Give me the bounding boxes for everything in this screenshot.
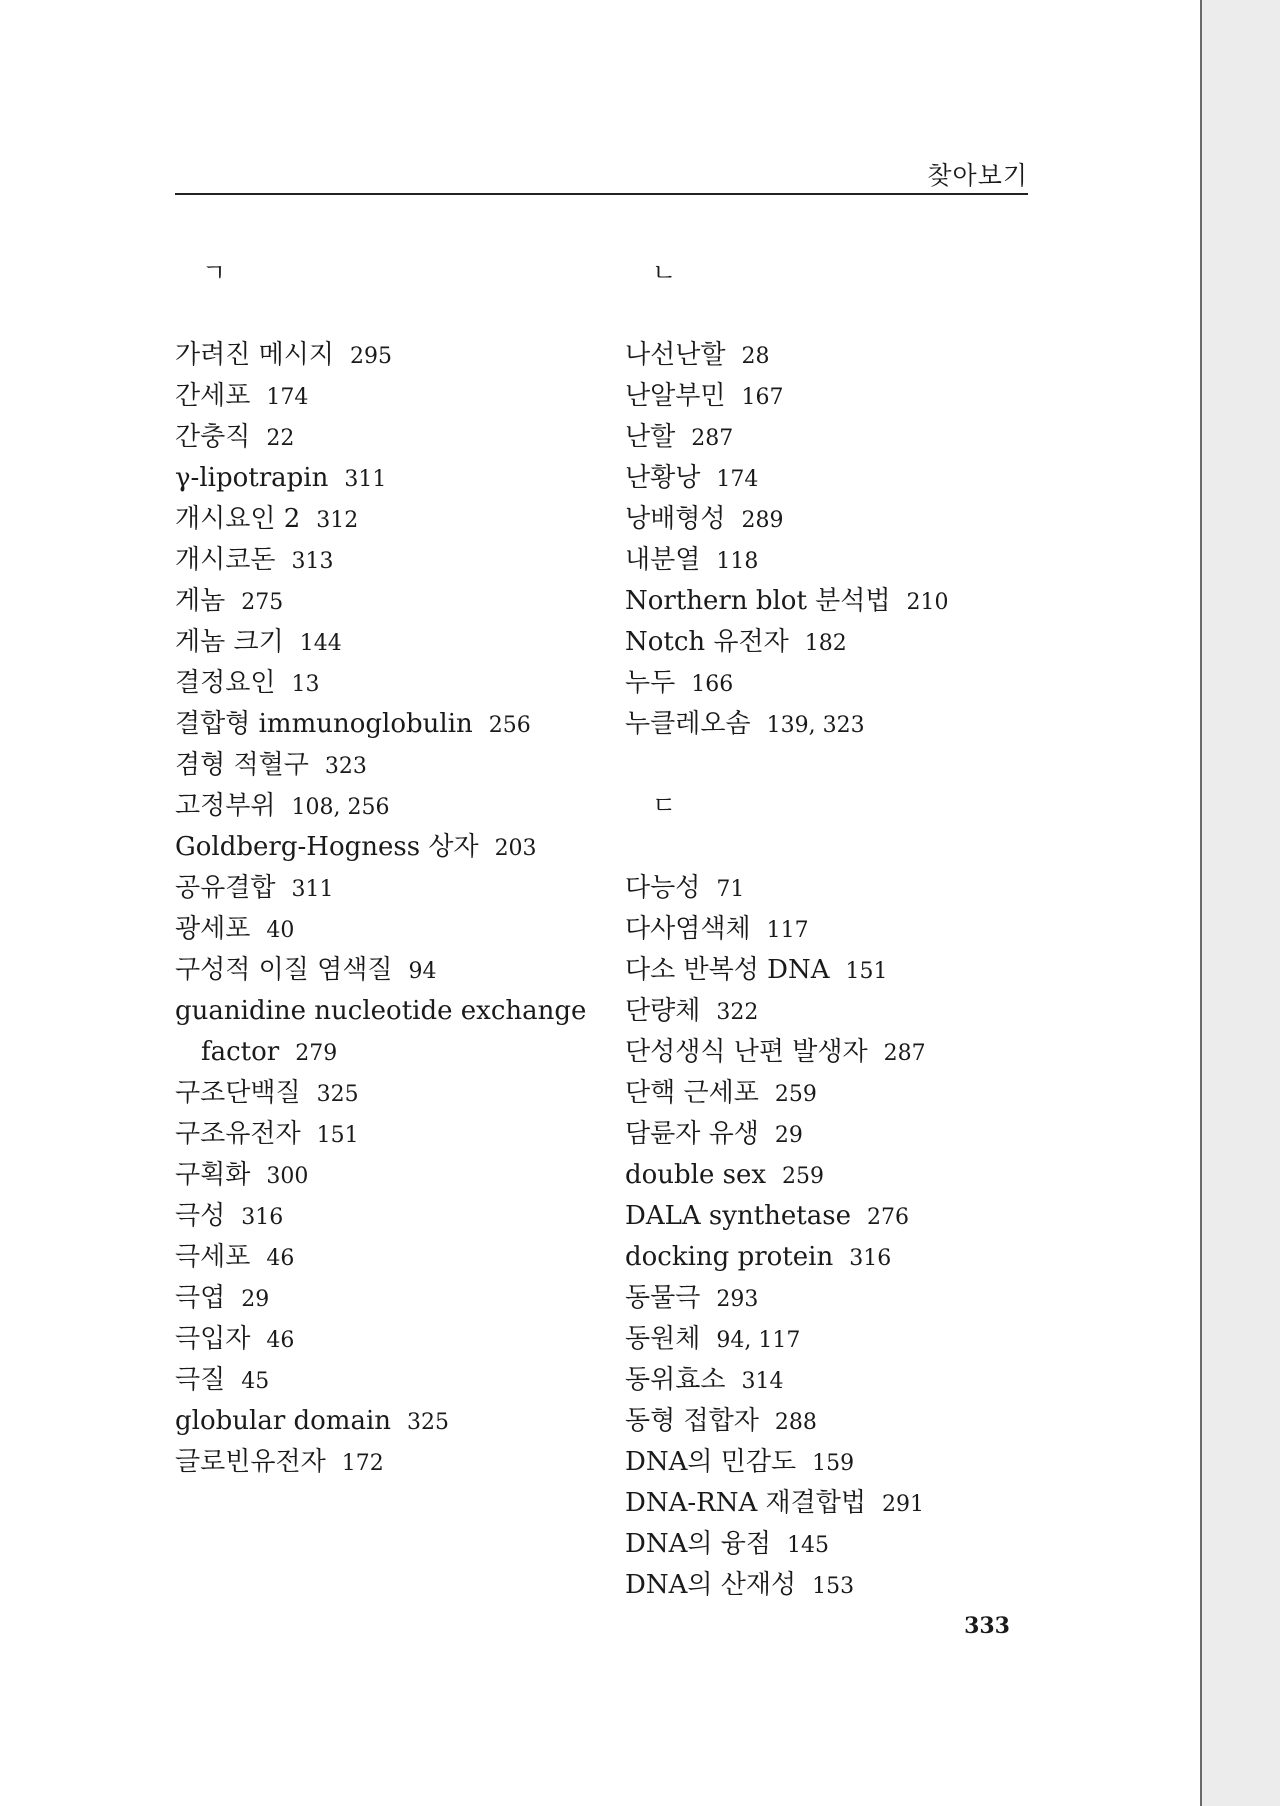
index-entry — [625, 1442, 1045, 1483]
index-entry — [625, 458, 1045, 499]
index-entry — [625, 1032, 1045, 1073]
index-entry — [625, 1401, 1045, 1442]
index-entry — [625, 417, 1045, 458]
index-term: DNA의 산재성 — [625, 1570, 797, 1600]
index-page-ref: 166 — [691, 672, 734, 697]
index-page-ref: 46 — [266, 1328, 295, 1353]
index-term: 구성적 이질 염색질 — [175, 955, 393, 985]
index-page-ref: 295 — [349, 344, 392, 369]
index-entry — [175, 1401, 595, 1442]
index-entry — [175, 868, 595, 909]
index-entry — [625, 1237, 1045, 1278]
index-term: 난알부민 — [625, 381, 726, 411]
index-page-ref: 182 — [804, 631, 847, 656]
index-page-ref: 256 — [488, 713, 531, 738]
index-term: 담륜자 유생 — [625, 1119, 759, 1149]
index-entry — [625, 991, 1045, 1032]
header-rule — [175, 193, 1028, 195]
index-page-ref: 287 — [883, 1041, 926, 1066]
section-heading: ㄱ — [202, 258, 227, 287]
index-term: 구조단백질 — [175, 1078, 301, 1108]
index-entry — [625, 1196, 1045, 1237]
section-heading: ㄴ — [652, 258, 677, 287]
index-page-ref: 316 — [241, 1205, 284, 1230]
index-entry — [625, 1155, 1045, 1196]
index-page-ref: 314 — [741, 1369, 784, 1394]
index-entry — [175, 458, 595, 499]
index-page-ref: 174 — [266, 385, 309, 410]
index-entry — [625, 1114, 1045, 1155]
index-entry — [625, 868, 1045, 909]
index-page-ref: 311 — [291, 877, 334, 902]
index-page-ref: 300 — [266, 1164, 309, 1189]
index-entry — [175, 745, 595, 786]
index-page-ref: 94 — [408, 959, 437, 984]
index-entry — [625, 1483, 1045, 1524]
index-entry — [625, 1278, 1045, 1319]
index-page-ref: 118 — [716, 549, 759, 574]
index-entry — [625, 581, 1045, 622]
index-entry — [625, 1360, 1045, 1401]
index-term: 다사염색체 — [625, 914, 751, 944]
index-term: 나선난할 — [625, 340, 726, 370]
index-page-ref: 151 — [845, 959, 888, 984]
index-page-ref: 316 — [849, 1246, 892, 1271]
index-entry — [175, 1237, 595, 1278]
index-term: 극질 — [175, 1365, 226, 1395]
index-page-ref: 291 — [882, 1492, 924, 1517]
index-term: guanidine nucleotide exchange — [175, 996, 587, 1026]
index-entry — [625, 1524, 1045, 1565]
index-page-ref: 293 — [716, 1287, 759, 1312]
index-entry — [175, 991, 595, 1032]
index-page-ref: 313 — [291, 549, 334, 574]
index-entry — [625, 950, 1045, 991]
index-term: 동원체 — [625, 1324, 701, 1354]
index-entry — [625, 663, 1045, 704]
index-page-ref: 259 — [774, 1082, 817, 1107]
index-page-ref: 288 — [774, 1410, 817, 1435]
index-term: 동위효소 — [625, 1365, 726, 1395]
index-term: 개시코돈 — [175, 545, 276, 575]
index-page-ref: 71 — [716, 877, 745, 902]
index-column-right — [625, 253, 1045, 1606]
index-page-ref: 13 — [291, 672, 320, 697]
index-page-ref: 275 — [241, 590, 284, 615]
index-term: Goldberg-Hogness 상자 — [175, 832, 479, 862]
index-term: 극엽 — [175, 1283, 226, 1313]
index-page-ref: 210 — [906, 590, 949, 615]
index-entry — [175, 622, 595, 663]
index-term: 다능성 — [625, 873, 701, 903]
index-term: 겸형 적혈구 — [175, 750, 309, 780]
index-term: 동형 접합자 — [625, 1406, 759, 1436]
index-term: 누두 — [625, 668, 676, 698]
index-term: 게놈 크기 — [175, 627, 284, 657]
index-term: 다소 반복성 DNA — [625, 955, 830, 985]
page-number: 333 — [964, 1613, 1010, 1639]
index-term: γ-lipotrapin — [175, 463, 329, 493]
index-page-ref: 276 — [866, 1205, 909, 1230]
index-term: DNA-RNA 재결합법 — [625, 1488, 866, 1518]
index-term: 내분열 — [625, 545, 701, 575]
index-term: 낭배형성 — [625, 504, 726, 534]
index-page-ref: 325 — [407, 1410, 450, 1435]
index-page-ref: 108, 256 — [291, 795, 390, 820]
index-entry — [625, 499, 1045, 540]
index-page-ref: 322 — [716, 1000, 759, 1025]
index-entry — [625, 622, 1045, 663]
index-term: 간충직 — [175, 422, 251, 452]
index-entry — [175, 1278, 595, 1319]
section-gap — [625, 745, 1045, 786]
index-page-ref: 325 — [316, 1082, 359, 1107]
index-entry — [175, 581, 595, 622]
index-page-ref: 28 — [741, 344, 770, 369]
index-entry — [175, 499, 595, 540]
index-page-ref: 172 — [341, 1451, 384, 1476]
index-page-ref: 287 — [691, 426, 734, 451]
index-term: 공유결합 — [175, 873, 276, 903]
index-page-ref: 94, 117 — [716, 1328, 801, 1353]
index-page-ref: 311 — [344, 467, 387, 492]
running-title: 찾아보기 — [927, 161, 1028, 190]
index-entry — [175, 909, 595, 950]
index-term: Notch 유전자 — [625, 627, 789, 657]
index-term: 구조유전자 — [175, 1119, 301, 1149]
index-page-ref: 46 — [266, 1246, 295, 1271]
index-page-ref: 29 — [774, 1123, 803, 1148]
index-entry — [175, 1196, 595, 1237]
index-term: 광세포 — [175, 914, 251, 944]
index-term: 구획화 — [175, 1160, 251, 1190]
index-entry — [175, 950, 595, 991]
index-entry — [625, 1073, 1045, 1114]
index-entry — [625, 540, 1045, 581]
index-page-ref: 144 — [299, 631, 342, 656]
index-page-ref: 312 — [316, 508, 359, 533]
index-page-ref: 40 — [266, 918, 295, 943]
index-entry — [625, 376, 1045, 417]
index-term: 고정부위 — [175, 791, 276, 821]
index-term: 난황낭 — [625, 463, 701, 493]
index-entry — [175, 1073, 595, 1114]
index-term: 난할 — [625, 422, 676, 452]
index-term: 극세포 — [175, 1242, 251, 1272]
index-entry — [175, 335, 595, 376]
index-entry — [175, 663, 595, 704]
index-entry — [625, 909, 1045, 950]
index-entry — [625, 335, 1045, 376]
section-heading: ㄷ — [652, 791, 677, 820]
index-term: 개시요인 2 — [175, 504, 301, 534]
index-entry — [175, 540, 595, 581]
index-page-ref: 145 — [787, 1533, 829, 1558]
index-page-ref: 151 — [316, 1123, 359, 1148]
index-entry — [175, 704, 595, 745]
index-entry — [175, 1114, 595, 1155]
index-term: 결합형 immunoglobulin — [175, 709, 473, 739]
index-term: 동물극 — [625, 1283, 701, 1313]
index-page-ref: 117 — [766, 918, 809, 943]
index-term: 글로빈유전자 — [175, 1447, 326, 1477]
index-term: 게놈 — [175, 586, 226, 616]
index-term: factor — [201, 1037, 280, 1067]
index-term: 단량체 — [625, 996, 701, 1026]
index-column-left — [175, 253, 595, 1483]
index-term: DALA synthetase — [625, 1201, 851, 1231]
index-page-ref: 174 — [716, 467, 759, 492]
index-entry — [625, 1565, 1045, 1606]
index-entry — [175, 376, 595, 417]
index-term: docking protein — [625, 1242, 834, 1272]
index-page-ref: 22 — [266, 426, 295, 451]
index-term: 극성 — [175, 1201, 226, 1231]
index-term: DNA의 융점 — [625, 1529, 771, 1559]
index-page-ref: 289 — [741, 508, 784, 533]
index-page-ref: 45 — [241, 1369, 270, 1394]
index-page-ref: 159 — [812, 1451, 855, 1476]
index-page-ref: 29 — [241, 1287, 270, 1312]
index-entry — [175, 786, 595, 827]
index-entry — [175, 417, 595, 458]
index-term: DNA의 민감도 — [625, 1447, 797, 1477]
index-term: Northern blot 분석법 — [625, 586, 891, 616]
index-page-ref: 153 — [812, 1574, 855, 1599]
index-term: 단핵 근세포 — [625, 1078, 759, 1108]
index-term: 간세포 — [175, 381, 251, 411]
index-entry — [175, 1319, 595, 1360]
index-entry — [175, 1360, 595, 1401]
index-page-ref: 203 — [494, 836, 537, 861]
index-page-ref: 139, 323 — [766, 713, 865, 738]
index-term: 결정요인 — [175, 668, 276, 698]
index-entry — [625, 1319, 1045, 1360]
index-term: double sex — [625, 1160, 767, 1190]
index-term: 단성생식 난편 발생자 — [625, 1037, 868, 1067]
index-entry — [175, 1442, 595, 1483]
index-entry — [175, 827, 595, 868]
index-term: 누클레오솜 — [625, 709, 751, 739]
index-entry — [175, 1032, 595, 1073]
index-page-ref: 259 — [782, 1164, 825, 1189]
index-page-ref: 167 — [741, 385, 784, 410]
index-term: 극입자 — [175, 1324, 251, 1354]
index-page-ref: 279 — [295, 1041, 338, 1066]
index-term: globular domain — [175, 1406, 392, 1436]
index-entry — [625, 704, 1045, 745]
index-term: 가려진 메시지 — [175, 340, 334, 370]
index-entry — [175, 1155, 595, 1196]
index-page-ref: 323 — [324, 754, 367, 779]
